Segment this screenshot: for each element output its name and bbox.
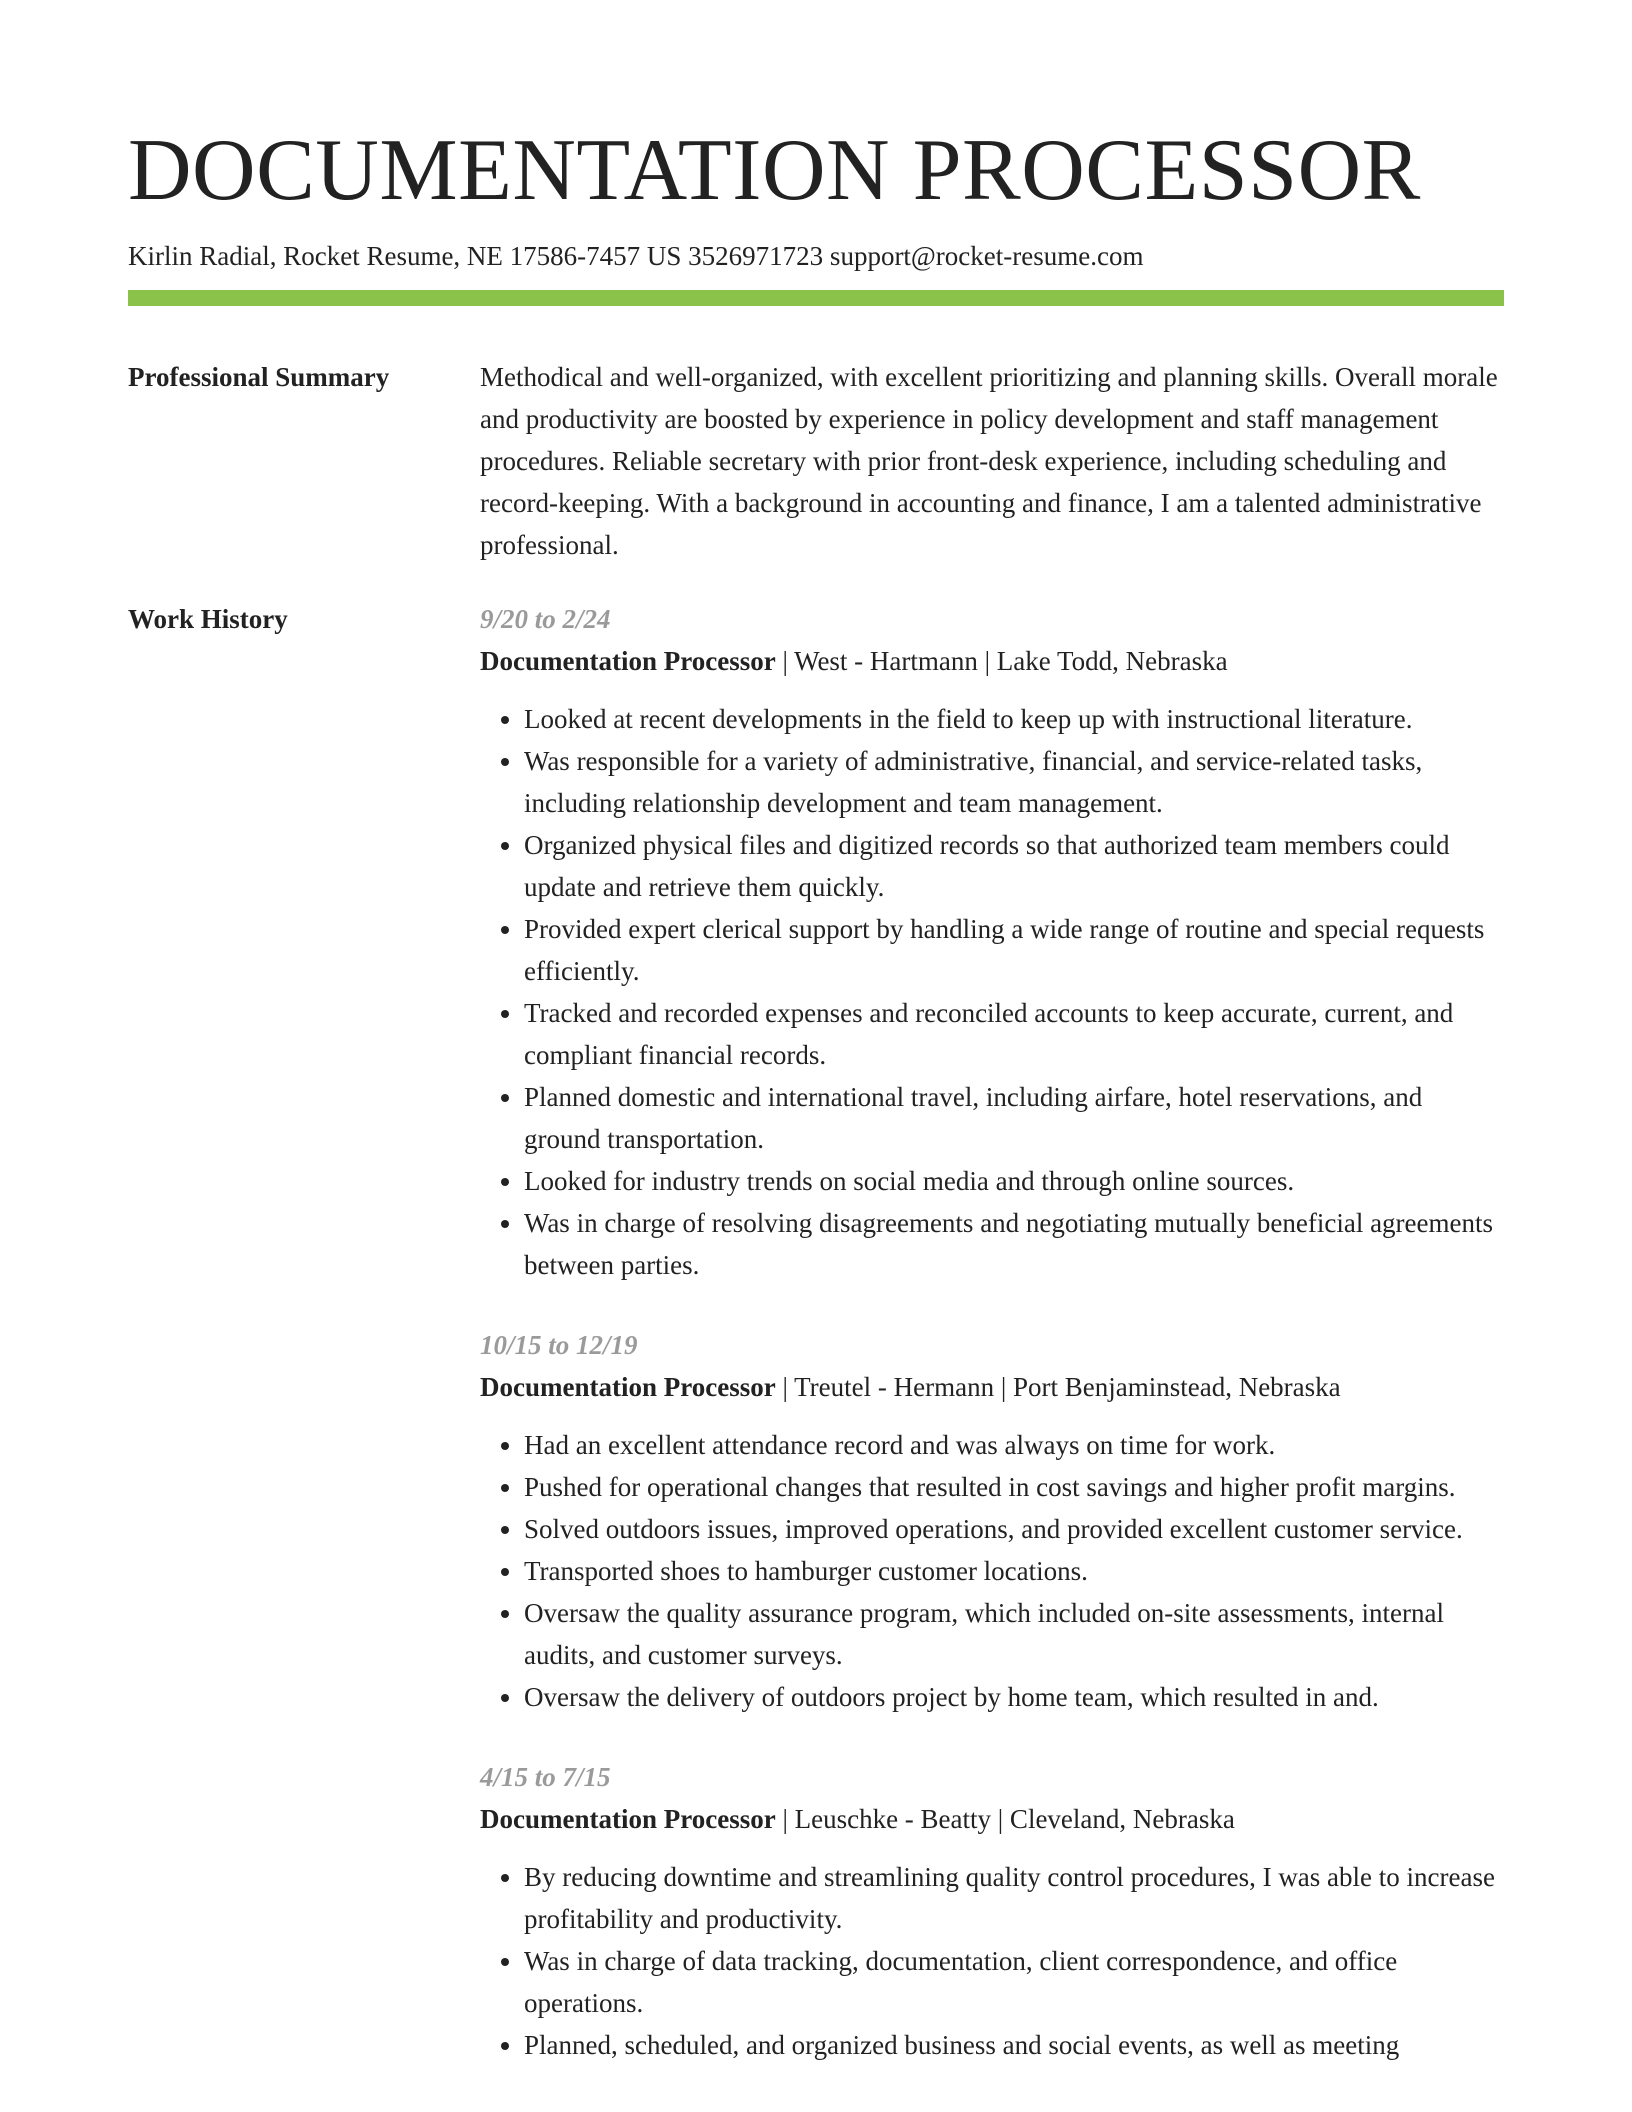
job-title: Documentation Processor	[480, 1804, 776, 1834]
job-employer-location: | West - Hartmann | Lake Todd, Nebraska	[775, 646, 1228, 676]
job-dates: 10/15 to 12/19	[480, 1330, 638, 1360]
list-item: • Pushed for operational changes that resulted in cost savings and higher profit margins.	[524, 1466, 1504, 1508]
job-bullets	[480, 1856, 1504, 2066]
list-item: • Tracked and recorded expenses and reconciled accounts to keep accurate, current, and compliant financial records.	[524, 992, 1504, 1076]
job-entry	[480, 598, 1504, 1286]
list-item: • By reducing downtime and streamlining quality control procedures, I was able to increase profitability and productivity.	[524, 1856, 1504, 1940]
professional-summary-section	[128, 356, 1504, 566]
job-heading	[480, 640, 1504, 682]
list-item: • Solved outdoors issues, improved operations, and provided excellent customer service.	[524, 1508, 1504, 1550]
list-item: • Was in charge of resolving disagreements and negotiating mutually beneficial agreements between parties.	[524, 1202, 1504, 1286]
page-title: DOCUMENTATION PROCESSOR	[128, 122, 1421, 219]
job-employer-location: | Leuschke - Beatty | Cleveland, Nebraska	[775, 1804, 1235, 1834]
list-item: • Had an excellent attendance record and was always on time for work.	[524, 1424, 1504, 1466]
job-title: Documentation Processor	[480, 646, 776, 676]
list-item: • Was responsible for a variety of administrative, financial, and service-related tasks, including relationship development and team management.	[524, 740, 1504, 824]
work-history-section	[128, 598, 1504, 2066]
job-dates: 9/20 to 2/24	[480, 604, 611, 634]
list-item: • Planned domestic and international travel, including airfare, hotel reservations, and ground transportation.	[524, 1076, 1504, 1160]
list-item: • Looked at recent developments in the field to keep up with instructional literature.	[524, 698, 1504, 740]
job-entry	[480, 1756, 1504, 2066]
job-bullets	[480, 1424, 1504, 1718]
job-dates: 4/15 to 7/15	[480, 1762, 611, 1792]
list-item: • Oversaw the quality assurance program, which included on-site assessments, internal audits, and customer surveys.	[524, 1592, 1504, 1676]
list-item: • Transported shoes to hamburger customer locations.	[524, 1550, 1504, 1592]
job-heading	[480, 1798, 1504, 1840]
job-title: Documentation Processor	[480, 1372, 776, 1402]
list-item: • Oversaw the delivery of outdoors project by home team, which resulted in and.	[524, 1676, 1504, 1718]
contact-info: Kirlin Radial, Rocket Resume, NE 17586-7457 US 3526971723 support@rocket-resume.com	[128, 241, 1144, 271]
summary-text: Methodical and well-organized, with excellent prioritizing and planning skills. Overall morale and productivity are boosted by experience in policy development and staff management procedures. Reliable secretary with prior front-desk experience, including scheduling and record-keeping. With a background in accounting and finance, I am a talented administrative professional.	[480, 362, 1498, 560]
job-entry	[480, 1324, 1504, 1718]
list-item: • Was in charge of data tracking, documentation, client correspondence, and office operations.	[524, 1940, 1504, 2024]
list-item: • Provided expert clerical support by handling a wide range of routine and special requests efficiently.	[524, 908, 1504, 992]
job-bullets	[480, 698, 1504, 1286]
list-item: • Looked for industry trends on social media and through online sources.	[524, 1160, 1504, 1202]
list-item: • Organized physical files and digitized records so that authorized team members could update and retrieve them quickly.	[524, 824, 1504, 908]
section-label-work-history: Work History	[128, 604, 288, 634]
work-history-list	[480, 598, 1504, 2066]
job-employer-location: | Treutel - Hermann | Port Benjaminstead, Nebraska	[775, 1372, 1341, 1402]
job-heading	[480, 1366, 1504, 1408]
list-item: • Planned, scheduled, and organized business and social events, as well as meeting	[524, 2024, 1504, 2066]
section-label-summary: Professional Summary	[128, 362, 390, 392]
header-divider	[128, 290, 1504, 306]
